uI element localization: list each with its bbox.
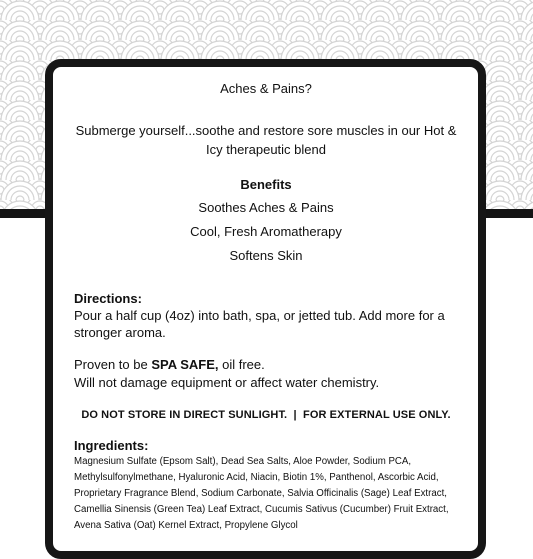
spa-prefix: Proven to be	[74, 357, 152, 372]
benefit-item: Softens Skin	[229, 248, 303, 263]
ingredients-text: Magnesium Sulfate (Epsom Salt), Dead Sea Salts, Aloe Powder, Sodium PCA, Methylsulfonylmethane, Hyaluronic Acid, Niacin, Biotin 1%, Panthenol, Ascorbic Acid, Proprietary Fragrance Blend, Sodium Carbonate, Salvia Officinalis (Sage) Leaf Extract, Camellia Sinensis (Green Tea) Leaf Extract, Cucumis Sativus (Cucumber) Fruit Extract, Avena Sativa (Oat) Kernel Extract, Propylene Glycol	[74, 456, 449, 531]
directions-section	[74, 290, 458, 341]
spa-safe-line	[74, 356, 458, 374]
directions-title: Directions:	[74, 291, 142, 306]
spa-suffix: oil free.	[218, 357, 265, 372]
card-content	[74, 70, 458, 534]
benefits-title: Benefits	[240, 177, 292, 192]
benefits-list	[74, 196, 458, 268]
ingredients-section	[74, 437, 458, 534]
warning-text: DO NOT STORE IN DIRECT SUNLIGHT. | FOR EXTERNAL USE ONLY.	[81, 409, 451, 421]
spa-safe-emphasis: SPA SAFE,	[151, 357, 219, 372]
benefit-item: Cool, Fresh Aromatherapy	[190, 224, 342, 239]
intro-text: Submerge yourself...soothe and restore sore muscles in our Hot & Icy therapeutic blend	[75, 123, 457, 157]
spa-safe-section	[74, 356, 458, 392]
ingredients-title: Ingredients:	[74, 438, 149, 453]
spa-safe-line-2: Will not damage equipment or affect water chemistry.	[74, 375, 380, 390]
benefit-item: Soothes Aches & Pains	[198, 200, 334, 215]
directions-text: Pour a half cup (4oz) into bath, spa, or jetted tub. Add more for a stronger aroma.	[74, 308, 445, 340]
headline: Aches & Pains?	[220, 81, 312, 96]
